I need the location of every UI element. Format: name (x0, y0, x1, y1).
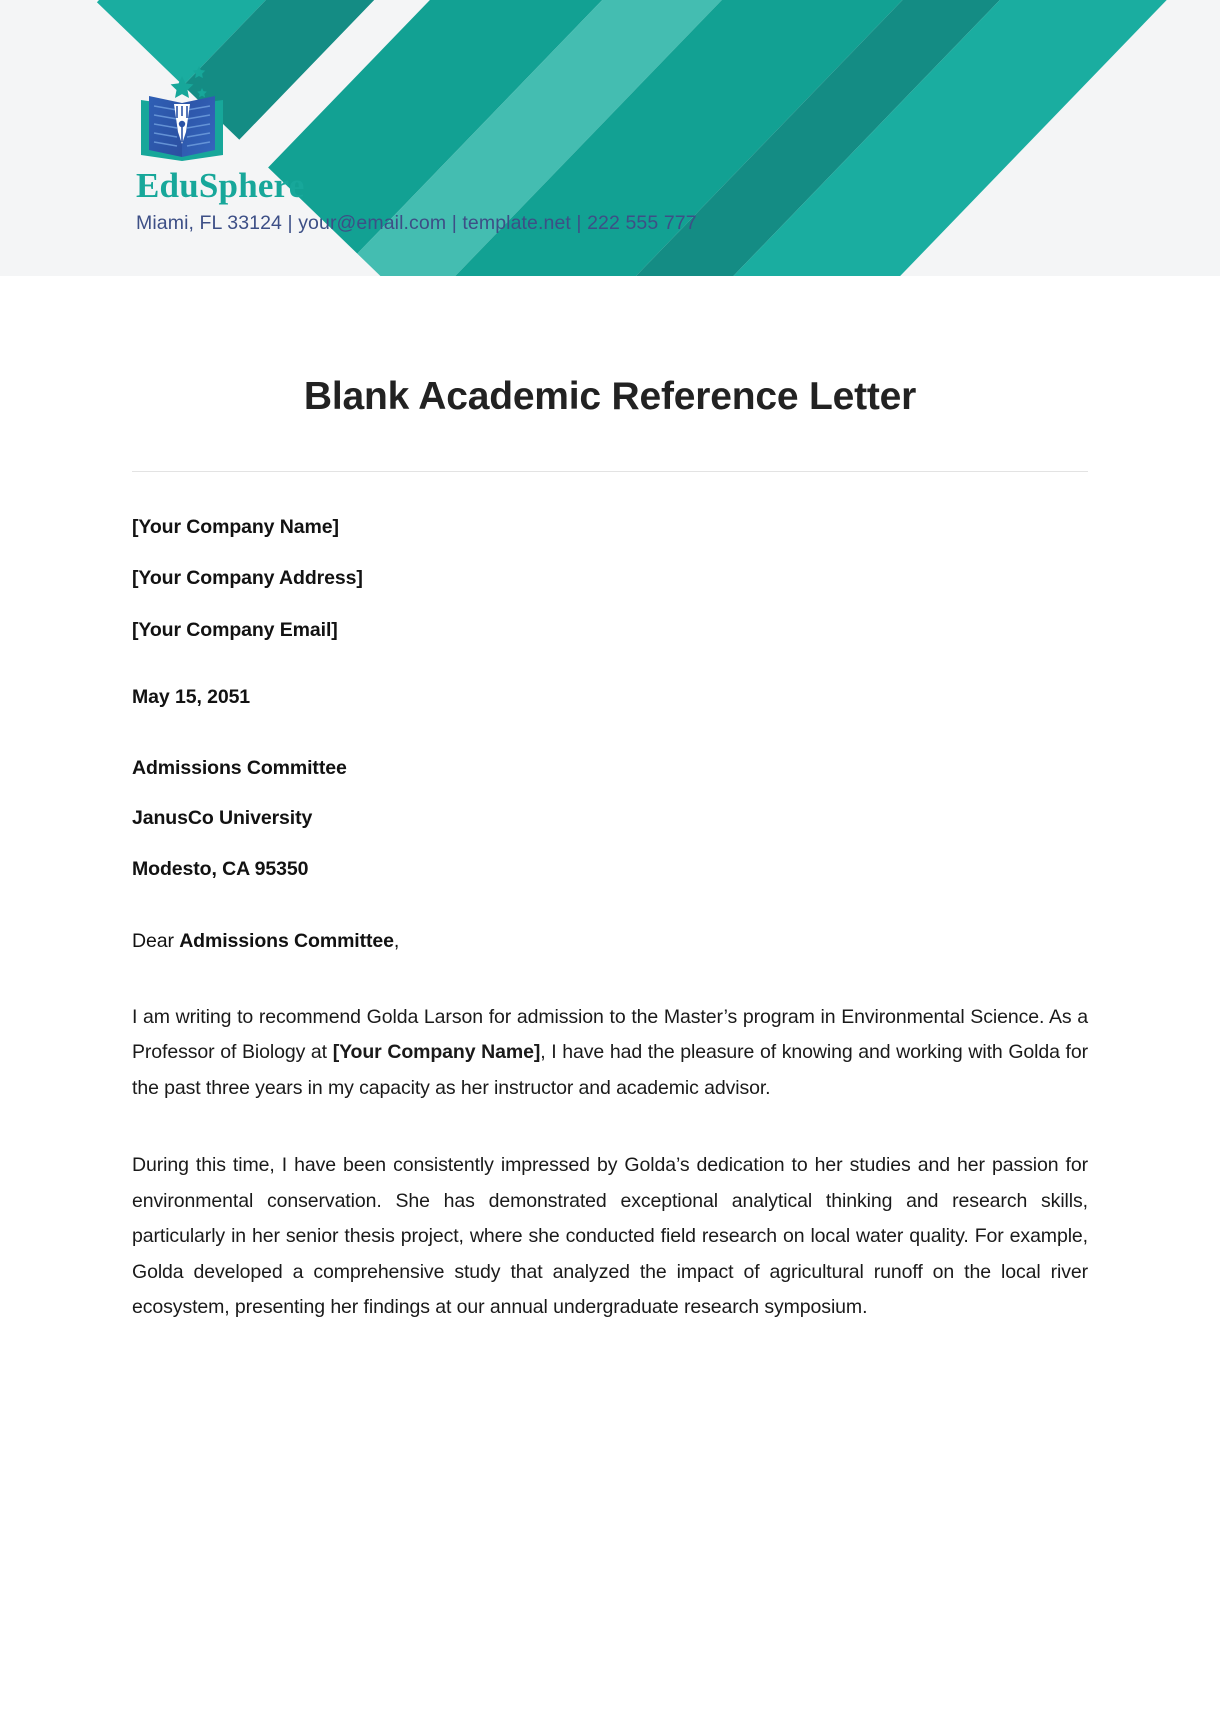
sender-company-name: [Your Company Name] (132, 515, 339, 538)
recipient-address-block (132, 756, 1088, 880)
body-paragraph-1 (132, 1000, 1088, 1106)
title-divider (132, 471, 1088, 472)
sender-address-block (132, 515, 1088, 641)
body-paragraph-2: During this time, I have been consistently impressed by Golda’s dedication to her studies and her passion for environmental conservation. She has demonstrated exceptional analytical thinking and research skills, particularly in her senior thesis project, where she conducted field research on local water quality. For example, Golda developed a comprehensive study that analyzed the impact of agricultural runoff on the local river ecosystem, presenting her findings at our annual undergraduate research symposium. (132, 1154, 1088, 1319)
salutation-name: Admissions Committee (179, 930, 394, 953)
paragraph-1-placeholder: [Your Company Name] (332, 1041, 541, 1064)
sender-company-email: [Your Company Email] (132, 618, 338, 641)
recipient-organization: JanusCo University (132, 807, 313, 830)
salutation-line (132, 932, 1088, 952)
brand-name: EduSphere (136, 166, 305, 205)
letter-body (0, 276, 1220, 1326)
brand-logo-block (136, 62, 756, 235)
letterhead-header (0, 0, 1220, 276)
paragraph-1-before: I am writing to recommend Golda Larson for admission to the Master’s program in Environmental Science. As a Professor of Biology at (132, 1005, 1088, 1064)
recipient-city-state-zip: Modesto, CA 95350 (132, 857, 309, 880)
salutation-suffix: , (393, 930, 400, 953)
salutation-prefix: Dear (132, 930, 180, 953)
page-title: Blank Academic Reference Letter (303, 375, 917, 418)
open-book-with-pen-and-stars-icon (136, 62, 228, 162)
brand-contact-line: Miami, FL 33124 | your@email.com | template.net | 222 555 777 (136, 211, 697, 234)
sender-company-address: [Your Company Address] (132, 567, 363, 590)
recipient-name: Admissions Committee (132, 756, 347, 779)
paragraph-1-after: , I have had the pleasure of knowing and working with Golda for the past three years in my capacity as her instructor and academic advisor. (132, 1041, 1088, 1099)
letter-date: May 15, 2051 (132, 686, 251, 709)
